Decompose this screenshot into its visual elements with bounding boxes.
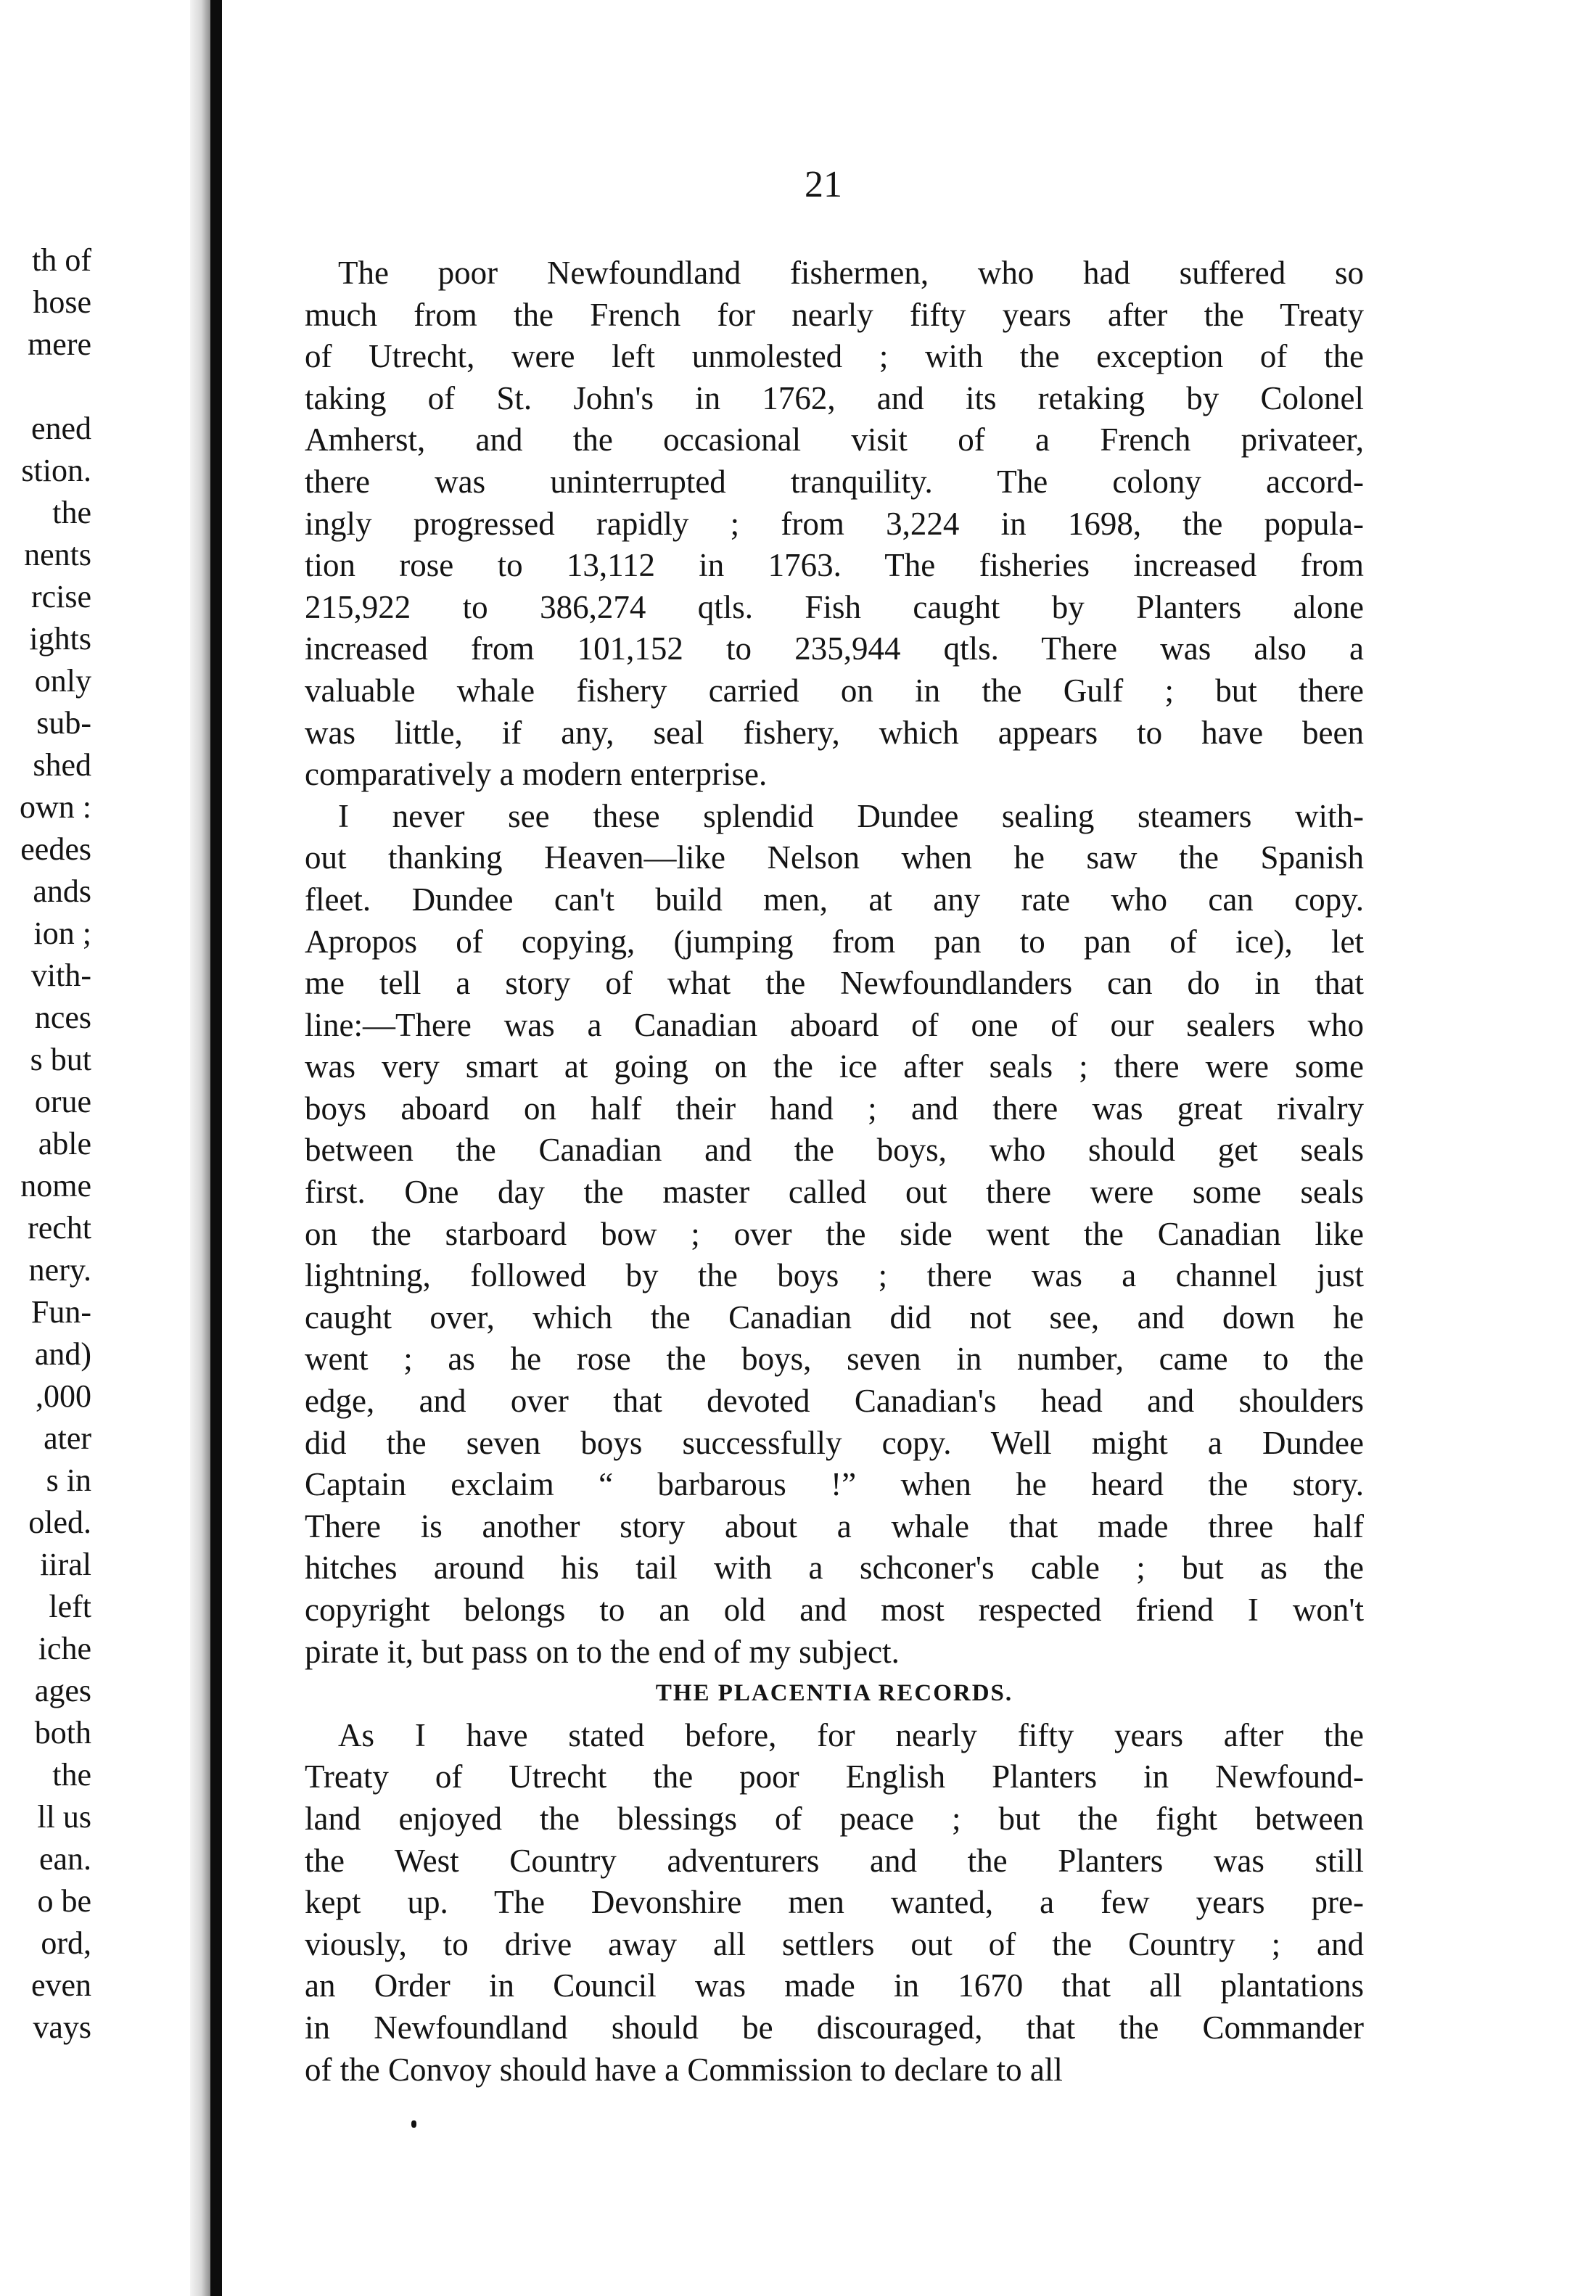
left-page-fragment: nery.	[28, 1252, 91, 1288]
left-page-fragment: ean.	[38, 1841, 91, 1877]
left-page-fragment: ights	[29, 621, 91, 657]
left-page-fragment: recht	[28, 1210, 91, 1246]
text-line: the West Country adventurers and the Planters was still	[305, 1842, 1364, 1879]
text-line: comparatively a modern enterprise.	[305, 756, 768, 793]
left-page-fragment: left	[49, 1589, 91, 1624]
left-page-fragment: the	[52, 495, 91, 530]
text-line: out thanking Heaven—like Nelson when he saw the Spanish	[305, 839, 1364, 876]
left-page-fragment: vith-	[30, 958, 91, 993]
text-line: taking of St. John's in 1762, and its retaking by Colonel	[305, 379, 1364, 416]
left-page-fragment: even	[30, 1967, 91, 2003]
left-page-fragment: vays	[33, 2009, 91, 2045]
text-line: There is another story about a whale that made three half	[305, 1507, 1364, 1544]
left-page-fragment: eedes	[20, 831, 91, 867]
left-page-fragment: iiral	[40, 1547, 91, 1582]
left-page-fragment: shed	[33, 747, 91, 783]
text-line: The poor Newfoundland fishermen, who had suffered so	[338, 255, 1364, 291]
left-page-fragment: mere	[28, 326, 91, 362]
text-line: Amherst, and the occasional visit of a French privateer,	[305, 421, 1364, 458]
left-page-fragment: able	[38, 1126, 91, 1161]
left-page-fragment: Fun-	[30, 1294, 91, 1330]
left-page-fragment: nome	[20, 1168, 91, 1203]
text-line: me tell a story of what the Newfoundlanders can do in that	[305, 965, 1364, 1002]
left-page-fragment: own :	[20, 789, 91, 825]
text-line: land enjoyed the blessings of peace ; but the fight between	[305, 1800, 1364, 1837]
text-line: valuable whale fishery carried on in the Gulf ; but there	[305, 672, 1364, 709]
text-line: did the seven boys successfully copy. Well might a Dundee	[305, 1424, 1364, 1461]
text-line: in Newfoundland should be discouraged, that the Commander	[305, 2009, 1364, 2046]
left-page-fragment: s but	[30, 1042, 91, 1077]
text-line: copyright belongs to an old and most respected friend I won't	[305, 1592, 1364, 1628]
left-page-fragment: both	[34, 1715, 91, 1750]
section-heading: THE PLACENTIA RECORDS.	[655, 1680, 1013, 1707]
left-page-fragment: ll us	[37, 1799, 91, 1835]
text-line: increased from 101,152 to 235,944 qtls. There was also a	[305, 630, 1364, 667]
left-page-fragment: ened	[30, 411, 91, 446]
text-line: As I have stated before, for nearly fifty years after the	[338, 1716, 1364, 1753]
left-page-fragment: the	[52, 1757, 91, 1793]
text-line: edge, and over that devoted Canadian's head and shoulders	[305, 1383, 1364, 1420]
text-line: I never see these splendid Dundee sealing steamers with-	[338, 797, 1364, 834]
left-page-fragment	[0, 366, 91, 408]
text-line: hitches around his tail with a schconer's cable ; but as the	[305, 1550, 1364, 1587]
left-page-fragment: ion ;	[33, 915, 91, 951]
left-page-fragment: oled.	[28, 1505, 91, 1540]
left-page-fragment: ater	[44, 1420, 91, 1456]
text-line: Treaty of Utrecht the poor English Planters in Newfound-	[305, 1758, 1364, 1795]
ink-speck	[411, 2120, 416, 2128]
text-line: kept up. The Devonshire men wanted, a few years pre-	[305, 1884, 1364, 1921]
left-page-fragment: orue	[34, 1084, 91, 1119]
text-line: on the starboard bow ; over the side went the Canadian like	[305, 1215, 1364, 1252]
left-page-fragment: ord,	[41, 1925, 91, 1961]
left-page-fragment: ands	[33, 873, 91, 909]
text-line: much from the French for nearly fifty years after the Treaty	[305, 296, 1364, 333]
text-line: of Utrecht, were left unmolested ; with the exception of the	[305, 338, 1364, 375]
left-page-fragment: ages	[34, 1673, 91, 1708]
left-page-fragment: nces	[34, 1000, 91, 1035]
left-page-fragments	[0, 239, 91, 2126]
text-line: between the Canadian and the boys, who should get seals	[305, 1132, 1364, 1169]
text-line: lightning, followed by the boys ; there was a channel just	[305, 1257, 1364, 1294]
left-page-fragment: sub-	[36, 705, 91, 741]
text-line: pirate it, but pass on to the end of my subject.	[305, 1633, 900, 1670]
text-line: was little, if any, seal fishery, which appears to have been	[305, 714, 1364, 751]
text-line: caught over, which the Canadian did not see, and down he	[305, 1299, 1364, 1336]
text-line: Apropos of copying, (jumping from pan to pan of ice), let	[305, 923, 1364, 960]
text-line: of the Convoy should have a Commission to declare to all	[305, 2051, 1063, 2088]
text-line: went ; as he rose the boys, seven in number, came to the	[305, 1341, 1364, 1378]
text-line: fleet. Dundee can't build men, at any rate who can copy.	[305, 881, 1364, 918]
text-line: first. One day the master called out there were some seals	[305, 1174, 1364, 1211]
text-line: was very smart at going on the ice after seals ; there were some	[305, 1048, 1364, 1085]
left-page-fragment: nents	[24, 537, 91, 572]
text-line: there was uninterrupted tranquility. The colony accord-	[305, 463, 1364, 500]
left-page-fragment: o be	[37, 1883, 91, 1919]
text-line: viously, to drive away all settlers out of the Country ; and	[305, 1925, 1364, 1962]
left-page-fragment: th of	[32, 242, 91, 278]
text-line: 215,922 to 386,274 qtls. Fish caught by Planters alone	[305, 588, 1364, 625]
text-line: an Order in Council was made in 1670 that all plantations	[305, 1967, 1364, 2004]
left-page-fragment: hose	[33, 284, 91, 320]
text-line: boys aboard on half their hand ; and there was great rivalry	[305, 1090, 1364, 1127]
text-line: Captain exclaim “ barbarous !” when he heard the story.	[305, 1466, 1364, 1503]
text-line: tion rose to 13,112 in 1763. The fisheries increased from	[305, 547, 1364, 584]
left-page-fragment: only	[34, 663, 91, 699]
page-gutter-binding	[210, 0, 222, 2296]
left-page-fragment: s in	[46, 1462, 91, 1498]
text-line: ingly progressed rapidly ; from 3,224 in 1698, the popula-	[305, 505, 1364, 542]
left-page-fragment: rcise	[30, 579, 91, 614]
page-number: 21	[805, 164, 842, 205]
left-page-fragment: stion.	[21, 453, 91, 488]
left-page-fragment: ,000	[36, 1378, 91, 1414]
text-line: line:—There was a Canadian aboard of one of our sealers who	[305, 1006, 1364, 1043]
body-text	[305, 252, 1364, 2091]
left-page-fragment: and)	[34, 1336, 91, 1372]
left-page-fragment: iche	[38, 1631, 91, 1666]
